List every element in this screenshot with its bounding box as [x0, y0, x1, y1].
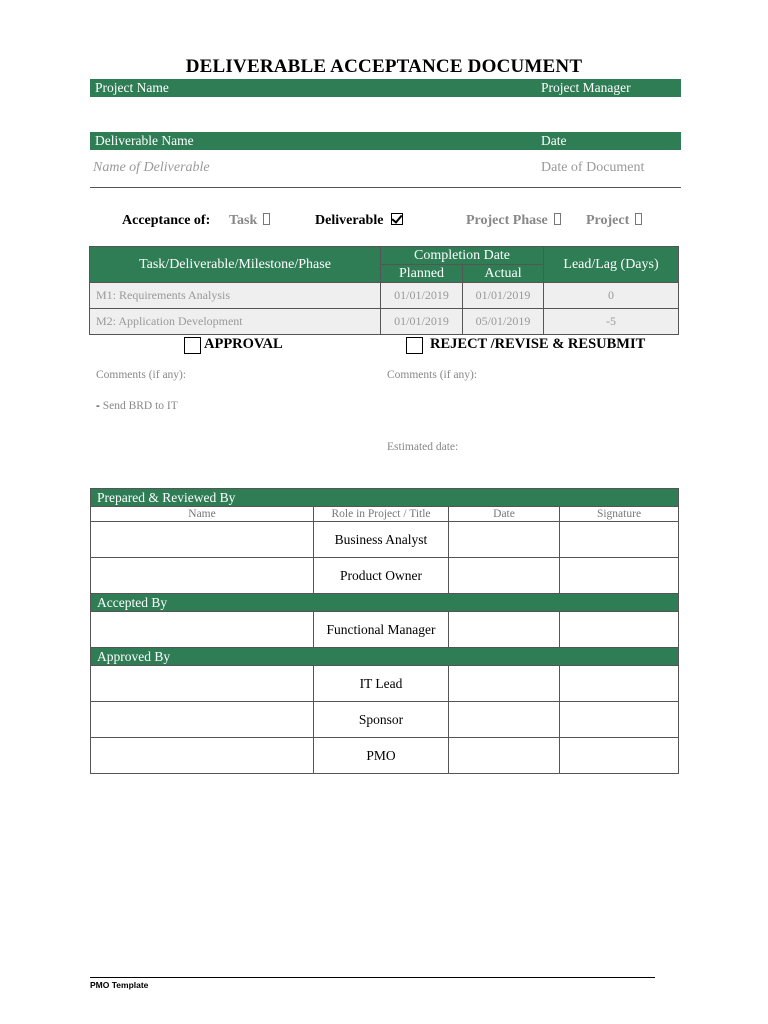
table-row	[91, 702, 679, 738]
checked-box-icon	[391, 213, 403, 225]
date-cell[interactable]	[449, 738, 560, 774]
signature-cell[interactable]	[560, 612, 679, 648]
accepted-by-header: Accepted By	[91, 594, 679, 612]
date-column-header: Date	[449, 507, 560, 522]
prepared-reviewed-header: Prepared & Reviewed By	[91, 489, 679, 507]
lead-lag-cell[interactable]: -5	[544, 309, 679, 335]
table-row	[90, 283, 679, 309]
footer-divider	[90, 977, 655, 978]
role-column-header: Role in Project / Title	[314, 507, 449, 522]
approved-by-header: Approved By	[91, 648, 679, 666]
footer-text: PMO Template	[90, 980, 149, 990]
date-cell[interactable]	[449, 522, 560, 558]
reject-label: REJECT /REVISE & RESUBMIT	[430, 336, 646, 352]
date-label: Date	[541, 133, 567, 148]
name-column-header: Name	[91, 507, 314, 522]
note-bullet: -	[96, 400, 100, 412]
name-cell[interactable]	[91, 612, 314, 648]
approval-comment-note[interactable]	[96, 400, 178, 412]
estimated-date-label: Estimated date:	[387, 441, 459, 453]
lead-lag-header: Lead/Lag (Days)	[544, 247, 679, 283]
table-row	[91, 558, 679, 594]
planned-cell[interactable]: 01/01/2019	[381, 283, 463, 309]
reject-checkbox[interactable]	[406, 337, 423, 354]
acceptance-option-project-phase[interactable]	[466, 213, 561, 229]
actual-cell[interactable]: 01/01/2019	[463, 283, 544, 309]
approval-comments-label: Comments (if any):	[96, 369, 187, 381]
name-cell[interactable]	[91, 666, 314, 702]
role-cell: Sponsor	[314, 702, 449, 738]
name-cell[interactable]	[91, 738, 314, 774]
signature-cell[interactable]	[560, 522, 679, 558]
acceptance-option-deliverable[interactable]	[315, 213, 403, 229]
deliverable-option-label: Deliverable	[315, 213, 384, 228]
project-phase-option-label: Project Phase	[466, 213, 548, 228]
role-cell: Product Owner	[314, 558, 449, 594]
role-cell: PMO	[314, 738, 449, 774]
date-cell[interactable]	[449, 558, 560, 594]
task-cell[interactable]: M2: Application Development	[90, 309, 381, 335]
deliverable-table	[89, 246, 679, 335]
table-row	[91, 666, 679, 702]
table-row	[90, 309, 679, 335]
date-cell[interactable]	[449, 666, 560, 702]
role-cell: Business Analyst	[314, 522, 449, 558]
signature-cell[interactable]	[560, 666, 679, 702]
approval-checkbox[interactable]	[184, 337, 201, 354]
acceptance-option-project[interactable]	[586, 213, 642, 229]
table-row	[91, 612, 679, 648]
completion-date-header: Completion Date	[381, 247, 544, 265]
role-cell: Functional Manager	[314, 612, 449, 648]
table-row	[91, 522, 679, 558]
unchecked-box-icon	[635, 213, 642, 225]
role-cell: IT Lead	[314, 666, 449, 702]
date-cell[interactable]	[449, 612, 560, 648]
lead-lag-cell[interactable]: 0	[544, 283, 679, 309]
deliverable-name-field[interactable]: Name of Deliverable	[93, 160, 210, 175]
planned-cell[interactable]: 01/01/2019	[381, 309, 463, 335]
document-date-field[interactable]: Date of Document	[541, 160, 645, 175]
signature-cell[interactable]	[560, 558, 679, 594]
actual-cell[interactable]: 05/01/2019	[463, 309, 544, 335]
signature-cell[interactable]	[560, 738, 679, 774]
signature-column-header: Signature	[560, 507, 679, 522]
deliverable-header-strip	[90, 132, 681, 150]
task-column-header: Task/Deliverable/Milestone/Phase	[90, 247, 381, 283]
divider	[90, 187, 681, 188]
project-name-label: Project Name	[95, 80, 169, 95]
approval-label: APPROVAL	[204, 336, 283, 352]
name-cell[interactable]	[91, 558, 314, 594]
table-row	[91, 738, 679, 774]
signature-table	[90, 488, 679, 774]
project-option-label: Project	[586, 213, 630, 228]
note-text: Send BRD to IT	[102, 400, 178, 412]
planned-header: Planned	[381, 265, 463, 283]
unchecked-box-icon	[263, 213, 270, 225]
signature-cell[interactable]	[560, 702, 679, 738]
project-header-strip	[90, 79, 681, 97]
task-cell[interactable]: M1: Requirements Analysis	[90, 283, 381, 309]
actual-header: Actual	[463, 265, 544, 283]
deliverable-name-label: Deliverable Name	[95, 133, 194, 148]
name-cell[interactable]	[91, 522, 314, 558]
document-title: DELIVERABLE ACCEPTANCE DOCUMENT	[185, 56, 583, 77]
date-cell[interactable]	[449, 702, 560, 738]
reject-comments-label: Comments (if any):	[387, 369, 478, 381]
project-manager-label: Project Manager	[541, 80, 631, 95]
task-option-label: Task	[229, 213, 258, 228]
acceptance-option-task[interactable]	[229, 213, 270, 229]
unchecked-box-icon	[554, 213, 561, 225]
name-cell[interactable]	[91, 702, 314, 738]
acceptance-label: Acceptance of:	[122, 213, 211, 228]
